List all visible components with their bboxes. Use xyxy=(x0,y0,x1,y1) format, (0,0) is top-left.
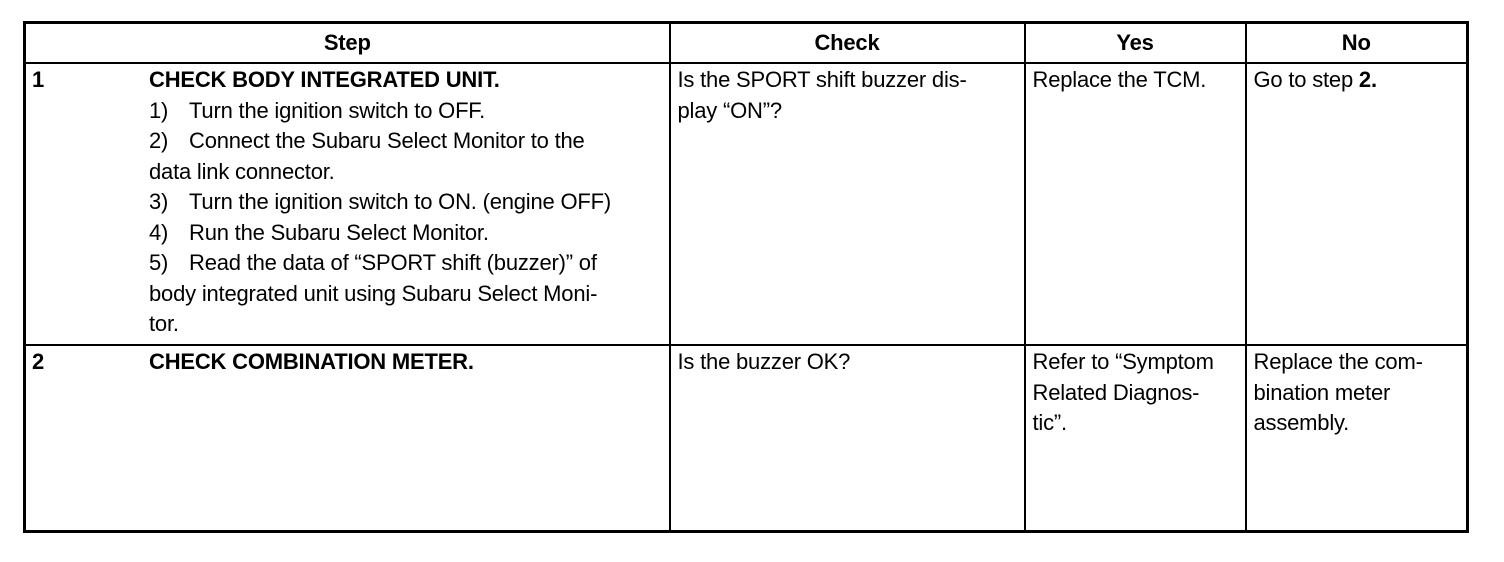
instruction-prefix: 3) xyxy=(149,189,169,214)
instruction-text: Connect the Subaru Select Monitor to the xyxy=(189,128,585,153)
instruction-5-continuation-2: tor. xyxy=(149,311,179,336)
table-row xyxy=(25,63,1468,345)
instruction-prefix: 1) xyxy=(149,97,169,123)
instruction-text: Turn the ignition switch to ON. (engine OFF) xyxy=(189,189,611,214)
step-body xyxy=(149,347,669,378)
table-row xyxy=(25,345,1468,531)
step-title: CHECK BODY INTEGRATED UNIT. xyxy=(149,67,500,92)
step-title: CHECK COMBINATION METER. xyxy=(149,349,474,375)
no-text: bination meter xyxy=(1253,379,1391,405)
instruction-text: Turn the ignition switch to OFF. xyxy=(189,97,486,123)
check-cell-2 xyxy=(670,345,1025,531)
yes-text: tic”. xyxy=(1032,410,1067,436)
no-text: assembly. xyxy=(1253,410,1350,436)
yes-cell-2 xyxy=(1025,345,1246,531)
instruction-5 xyxy=(149,248,665,279)
header-no: No xyxy=(1246,23,1468,64)
step-body xyxy=(149,65,669,340)
instruction-prefix: 2) xyxy=(149,128,169,153)
table-header-row xyxy=(25,23,1468,64)
instruction-1 xyxy=(149,96,665,127)
instruction-4 xyxy=(149,218,665,249)
instruction-text: Run the Subaru Select Monitor. xyxy=(189,219,489,245)
instruction-text: Read the data of “SPORT shift (buzzer)” of xyxy=(189,250,597,275)
check-text: Is the buzzer OK? xyxy=(677,349,851,375)
instruction-5-continuation: body integrated unit using Subaru Select Moni- xyxy=(149,280,598,306)
no-cell-1 xyxy=(1246,63,1468,345)
no-text-suffix: . xyxy=(1370,67,1377,92)
yes-cell-1 xyxy=(1025,63,1246,345)
header-check: Check xyxy=(670,23,1025,64)
instruction-2 xyxy=(149,126,665,157)
no-step-ref: 2 xyxy=(1358,67,1371,92)
step-cell-2 xyxy=(25,345,670,531)
no-text: Replace the com- xyxy=(1253,349,1423,375)
instruction-prefix: 5) xyxy=(149,250,169,275)
no-text: Go to step xyxy=(1253,67,1359,92)
step-number: 2 xyxy=(32,349,45,375)
check-cell-1 xyxy=(670,63,1025,345)
instruction-prefix: 4) xyxy=(149,219,169,245)
yes-text: Refer to “Symptom xyxy=(1032,349,1214,375)
step-cell-1 xyxy=(25,63,670,345)
check-text: Is the SPORT shift buzzer dis- xyxy=(677,67,967,92)
header-step: Step xyxy=(25,23,670,64)
instruction-3 xyxy=(149,187,665,218)
no-cell-2 xyxy=(1246,345,1468,531)
yes-text: Related Diagnos- xyxy=(1032,379,1200,405)
instruction-2-continuation: data link connector. xyxy=(149,158,335,184)
yes-text: Replace the TCM. xyxy=(1032,67,1207,92)
diagnostic-table xyxy=(23,21,1469,533)
check-text: play “ON”? xyxy=(677,97,782,123)
step-number: 1 xyxy=(32,67,45,92)
header-yes: Yes xyxy=(1025,23,1246,64)
